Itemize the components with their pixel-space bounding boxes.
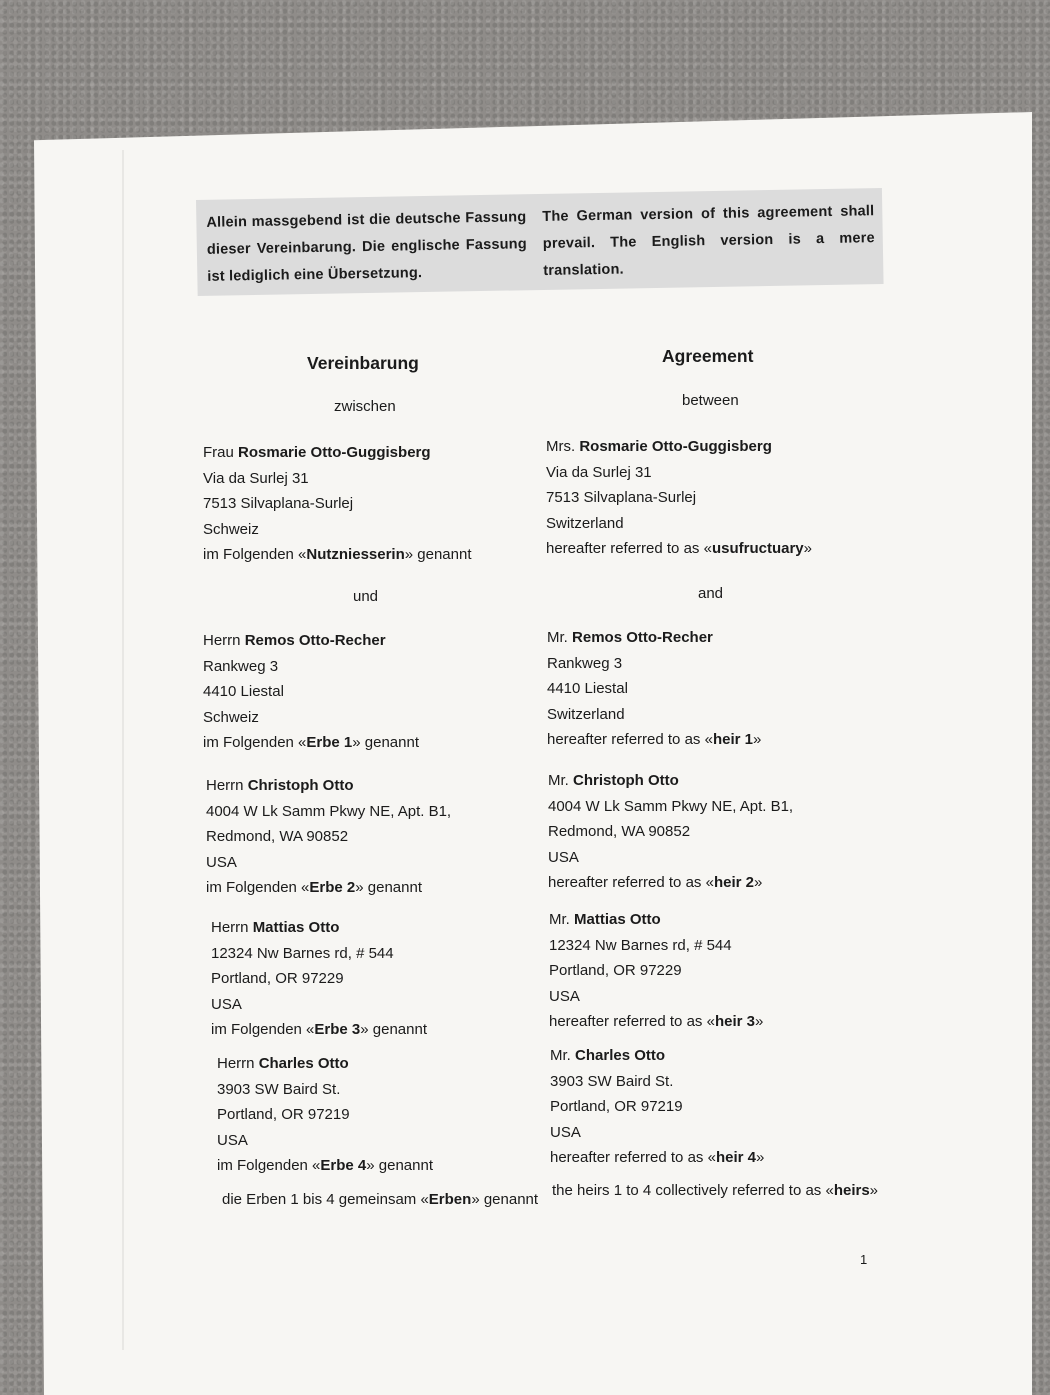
designation-term: heir 2 xyxy=(713,874,754,891)
party-usufructuary-german xyxy=(203,440,472,568)
street: 4004 W Lk Samm Pkwy NE, Apt. B1, xyxy=(548,797,794,815)
party-name: Charles Otto xyxy=(575,1047,666,1064)
street: Rankweg 3 xyxy=(203,657,279,675)
collective-designation-english xyxy=(552,1178,878,1204)
city: Portland, OR 97219 xyxy=(217,1106,350,1123)
party-name: Mattias Otto xyxy=(252,919,340,936)
country: USA xyxy=(550,1123,581,1141)
party-name: Charles Otto xyxy=(258,1055,349,1072)
between-german: zwischen xyxy=(334,398,396,415)
street: 12324 Nw Barnes rd, # 544 xyxy=(549,936,732,954)
country: Switzerland xyxy=(547,705,625,723)
party-heir-2-german xyxy=(206,773,451,901)
designation-suffix: » xyxy=(753,874,763,891)
country: USA xyxy=(211,995,242,1013)
designation-suffix: » xyxy=(755,1149,765,1166)
designation-prefix: im Folgenden « xyxy=(206,879,310,896)
salutation: Mr. xyxy=(550,1047,571,1064)
designation-suffix: » genannt xyxy=(352,734,419,751)
designation-term: Erbe 1 xyxy=(306,734,353,751)
collective-suffix: » genannt xyxy=(471,1191,539,1208)
salutation: Herrn xyxy=(203,632,241,649)
designation-prefix: im Folgenden « xyxy=(211,1021,315,1038)
city: Portland, OR 97229 xyxy=(211,970,344,987)
designation xyxy=(550,1145,764,1171)
designation-suffix: » xyxy=(803,540,812,557)
between-english: between xyxy=(682,392,739,409)
party-name-line xyxy=(550,1043,764,1069)
country: USA xyxy=(548,848,579,866)
party-name: Christoph Otto xyxy=(573,772,679,789)
party-name-line xyxy=(548,768,793,794)
party-name-line xyxy=(206,773,451,799)
street: Rankweg 3 xyxy=(547,654,623,672)
party-name: Rosmarie Otto-Guggisberg xyxy=(579,438,772,455)
party-name: Christoph Otto xyxy=(247,777,354,794)
country: Schweiz xyxy=(203,708,259,726)
city: 7513 Silvaplana-Surlej xyxy=(546,489,697,506)
party-name-line xyxy=(211,915,427,941)
designation-prefix: hereafter referred to as « xyxy=(550,1149,716,1166)
title-german: Vereinbarung xyxy=(307,353,419,373)
designation-suffix: » genannt xyxy=(360,1021,427,1038)
designation-suffix: » genannt xyxy=(366,1157,433,1174)
party-heir-4-english xyxy=(550,1043,764,1171)
street: Via da Surlej 31 xyxy=(546,463,652,481)
and-german: und xyxy=(353,588,379,605)
designation-term: usufructuary xyxy=(711,540,804,557)
notice-english: The German version of this agreement shall prevail. The English version is a mere translation. xyxy=(542,203,875,279)
street: 4004 W Lk Samm Pkwy NE, Apt. B1, xyxy=(206,802,452,820)
title-english: Agreement xyxy=(662,346,754,366)
salutation: Herrn xyxy=(206,777,244,794)
designation-suffix: » xyxy=(752,731,762,748)
designation-suffix: » genannt xyxy=(404,546,472,563)
designation-term: Erbe 4 xyxy=(320,1157,367,1174)
city: Portland, OR 97229 xyxy=(549,962,682,979)
city: 7513 Silvaplana-Surlej xyxy=(203,495,354,512)
party-heir-3-english xyxy=(549,907,763,1035)
and-english: and xyxy=(698,585,724,602)
salutation: Mr. xyxy=(549,911,570,928)
designation-prefix: im Folgenden « xyxy=(217,1157,321,1174)
collective-suffix: » xyxy=(869,1182,879,1199)
designation xyxy=(549,1009,763,1035)
city: 4410 Liestal xyxy=(547,680,628,697)
designation-term: Nutzniesserin xyxy=(306,546,405,563)
designation xyxy=(206,875,451,901)
city: Portland, OR 97219 xyxy=(550,1098,683,1115)
designation xyxy=(546,536,812,562)
party-heir-1-english xyxy=(547,625,761,753)
designation-prefix: hereafter referred to as « xyxy=(546,540,712,557)
street: 3903 SW Baird St. xyxy=(217,1080,341,1098)
designation-prefix: hereafter referred to as « xyxy=(547,731,713,748)
designation-prefix: im Folgenden « xyxy=(203,734,307,751)
designation xyxy=(217,1153,433,1179)
party-name: Remos Otto-Recher xyxy=(572,629,713,646)
designation-term: heir 1 xyxy=(712,731,753,748)
collective-term: Erben xyxy=(428,1191,472,1208)
designation-term: heir 3 xyxy=(714,1013,755,1030)
party-name-line xyxy=(203,628,419,654)
designation-prefix: im Folgenden « xyxy=(203,546,307,563)
designation-term: Erbe 2 xyxy=(309,879,356,896)
party-heir-1-german xyxy=(203,628,419,756)
country: USA xyxy=(206,853,237,871)
party-name-line xyxy=(217,1051,433,1077)
party-name-line xyxy=(549,907,763,933)
party-heir-3-german xyxy=(211,915,427,1043)
country: Switzerland xyxy=(546,514,624,532)
salutation: Mr. xyxy=(547,629,568,646)
notice-german: Allein massgebend ist die deutsche Fassung dieser Vereinbarung. Die englische Fassung ist lediglich eine Übersetzung. xyxy=(206,209,527,285)
designation-suffix: » genannt xyxy=(355,879,422,896)
city: 4410 Liestal xyxy=(203,683,284,700)
city: Redmond, WA 90852 xyxy=(548,823,691,840)
street: Via da Surlej 31 xyxy=(203,469,309,487)
city: Redmond, WA 90852 xyxy=(206,828,349,845)
party-name-line xyxy=(547,625,761,651)
party-name: Mattias Otto xyxy=(574,911,661,928)
designation-prefix: hereafter referred to as « xyxy=(549,1013,715,1030)
salutation: Frau xyxy=(203,444,234,461)
country: USA xyxy=(217,1131,248,1149)
language-notice-box xyxy=(196,188,884,296)
party-name-line xyxy=(546,434,812,460)
designation xyxy=(203,542,472,568)
party-heir-2-english xyxy=(548,768,793,896)
page-shadow-line xyxy=(122,150,124,1350)
designation-term: Erbe 3 xyxy=(314,1021,361,1038)
party-usufructuary-english xyxy=(546,434,812,562)
designation xyxy=(211,1017,427,1043)
street: 12324 Nw Barnes rd, # 544 xyxy=(211,944,394,962)
designation xyxy=(203,730,419,756)
page-number: 1 xyxy=(860,1252,868,1267)
street: 3903 SW Baird St. xyxy=(550,1072,674,1090)
collective-prefix: the heirs 1 to 4 collectively referred to as « xyxy=(552,1182,834,1199)
designation xyxy=(547,727,761,753)
party-name-line xyxy=(203,440,472,466)
party-heir-4-german xyxy=(217,1051,433,1179)
salutation: Mr. xyxy=(548,772,569,789)
collective-designation-german xyxy=(222,1187,538,1213)
designation-term: heir 4 xyxy=(715,1149,756,1166)
party-name: Remos Otto-Recher xyxy=(244,632,386,649)
designation-suffix: » xyxy=(754,1013,764,1030)
party-name: Rosmarie Otto-Guggisberg xyxy=(238,444,431,461)
salutation: Mrs. xyxy=(546,438,576,455)
country: Schweiz xyxy=(203,520,259,538)
collective-term: heirs xyxy=(833,1182,870,1199)
collective-prefix: die Erben 1 bis 4 gemeinsam « xyxy=(222,1191,429,1208)
salutation: Herrn xyxy=(217,1055,255,1072)
designation-prefix: hereafter referred to as « xyxy=(548,874,714,891)
designation xyxy=(548,870,793,896)
salutation: Herrn xyxy=(211,919,249,936)
country: USA xyxy=(549,987,580,1005)
